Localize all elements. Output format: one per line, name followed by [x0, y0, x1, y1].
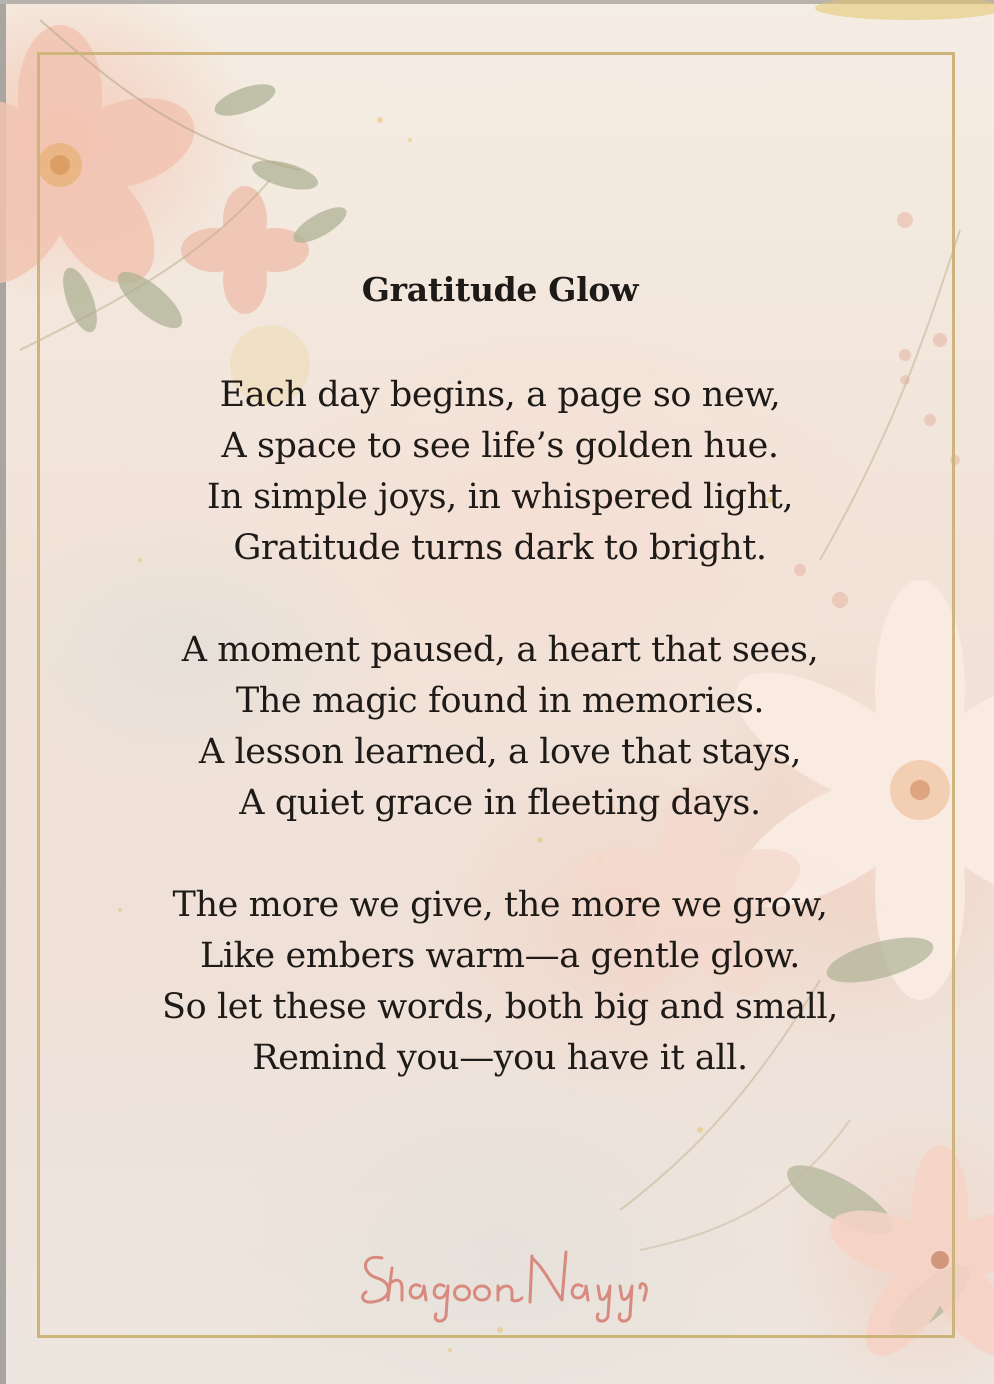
poem-stanza-2 [100, 625, 900, 829]
poem-line: Like embers warm—a gentle glow. [199, 936, 800, 976]
poem-line: Gratitude turns dark to bright. [233, 528, 767, 568]
poem [100, 268, 900, 1084]
poem-line: A moment paused, a heart that sees, [181, 630, 819, 670]
poem-stanza-3 [100, 880, 900, 1084]
poem-line: So let these words, both big and small, [162, 987, 838, 1027]
poem-line: Remind you—you have it all. [252, 1038, 748, 1078]
poem-line: A lesson learned, a love that stays, [198, 732, 802, 772]
poem-line: In simple joys, in whispered light, [206, 477, 794, 517]
poem-title: Gratitude Glow [361, 270, 639, 309]
poem-stanza-1 [100, 370, 900, 574]
poem-line: The more we give, the more we grow, [172, 885, 828, 925]
poem-line: The magic found in memories. [235, 681, 765, 721]
poem-line: A space to see life’s golden hue. [221, 426, 779, 466]
poem-line: Each day begins, a page so new, [219, 375, 781, 415]
poem-line: A quiet grace in fleeting days. [239, 783, 761, 823]
author-signature [352, 1228, 652, 1328]
